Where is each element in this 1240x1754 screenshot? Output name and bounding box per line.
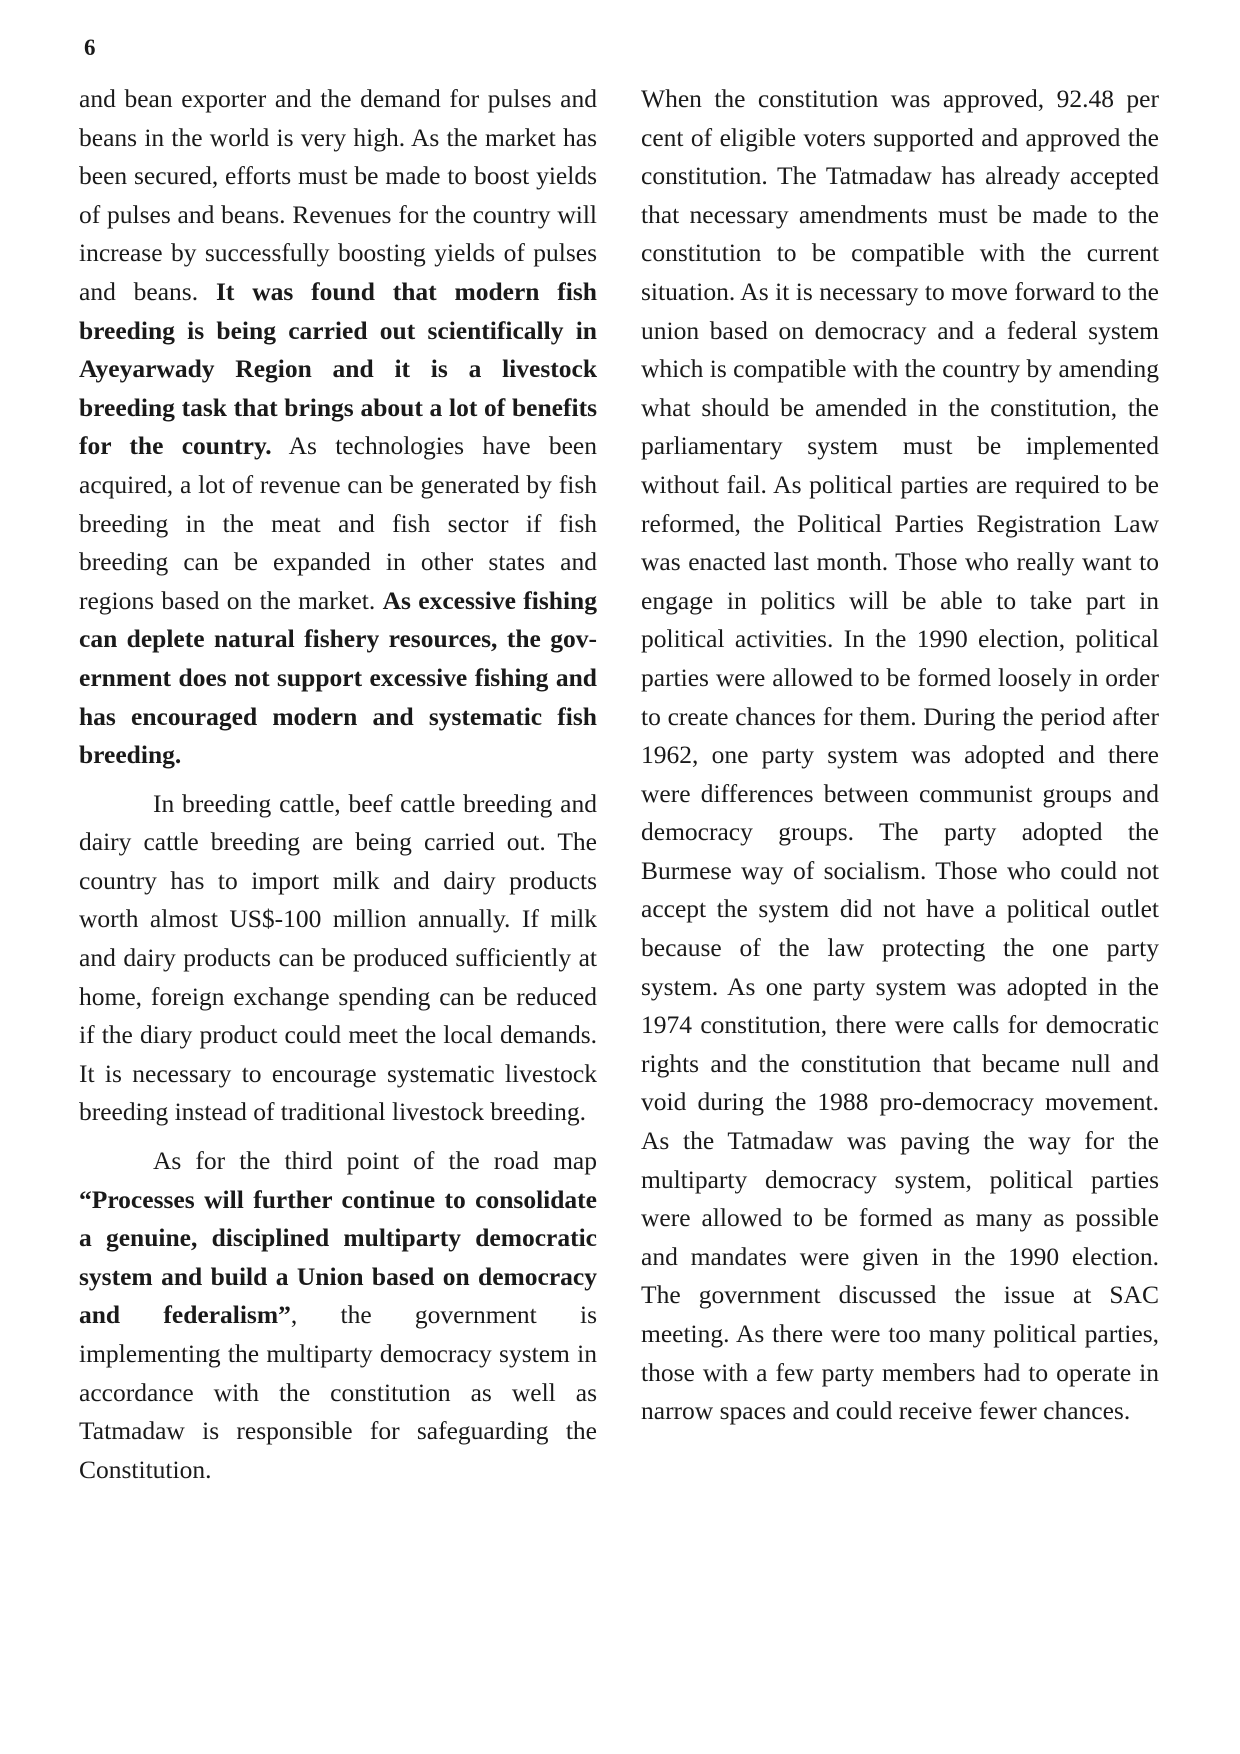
- bold-text-run: “Processes will further continue to consolidate a genuine, disciplined multiparty democratic system and build a Union based on democracy and federalism”: [79, 1184, 597, 1330]
- page-number: 6: [84, 35, 96, 60]
- left-column: [79, 80, 597, 1489]
- bold-text-run: It was found that modern fish breeding is being carried out scientifically in Ayeyarwady Region and it is a livestock breeding task that brings about a lot of benefits for the country.: [79, 276, 597, 461]
- right-column: [641, 80, 1159, 1431]
- left-paragraph-2: In breeding cattle, beef cattle breeding and dairy cattle breeding are being carried out. The country has to import milk and dairy products worth almost US$-100 million annually. If milk and dairy products can be produced sufficiently at home, foreign exchange spending can be reduced if the diary product could meet the local demands. It is necessary to encourage systematic livestock breeding instead of traditional livestock breeding.: [79, 788, 597, 1127]
- right-paragraph-1: When the constitution was approved, 92.48 per cent of eligible voters supported and approved the constitution. The Tatmadaw has already accepted that necessary amendments must be made to the constitution to be compatible with the current situation. As it is necessary to move forward to the union based on democracy and a federal system which is compatible with the country by amending what should be amended in the constitution, the parliamentary system must be implemented without fail. As political parties are required to be reformed, the Political Parties Registration Law was enacted last month. Those who really want to engage in politics will be able to take part in political activities. In the 1990 election, political parties were allowed to be formed loosely in order to create chances for them. During the period after 1962, one party system was adopted and there were differences between communist groups and democracy groups. The party adopted the Burmese way of socialism. Those who could not accept the system did not have a political outlet because of the law protecting the one party system. As one party system was adopted in the 1974 constitution, there were calls for democratic rights and the constitution that became null and void during the 1988 pro-democracy movement. As the Tatmadaw was paving the way for the multiparty democracy system, political parties were allowed to be formed as many as possible and mandates were given in the 1990 election. The government discussed the issue at SAC meeting. As there were too many political parties, those with a few party members had to operate in narrow spaces and could receive fewer chances.: [641, 84, 1159, 1426]
- text-run: As technologies have been acquired, a lot of revenue can be generated by fish breeding in the meat and fish sector if fish breeding can be expanded in other states and regions based on the market.: [79, 431, 597, 615]
- bold-text-run: As excessive fishing can deplete natural fishery resources, the government does not support excessive fishing and has encouraged modern and systematic fish breeding.: [79, 585, 597, 770]
- text-run: As for the third point of the road map: [153, 1146, 597, 1176]
- left-paragraph-1: [79, 80, 597, 775]
- text-run: and bean exporter and the demand for pulses and beans in the world is very high. As the market has been secured, efforts must be made to boost yields of pulses and beans. Revenues for the country will increase by successfully boosting yields of pulses and beans.: [79, 84, 597, 306]
- left-paragraph-3: [79, 1142, 597, 1489]
- text-run: , the government is implementing the multiparty democracy system in accordance with the constitution as well as Tatmadaw is responsible for safeguarding the Constitution.: [79, 1300, 598, 1484]
